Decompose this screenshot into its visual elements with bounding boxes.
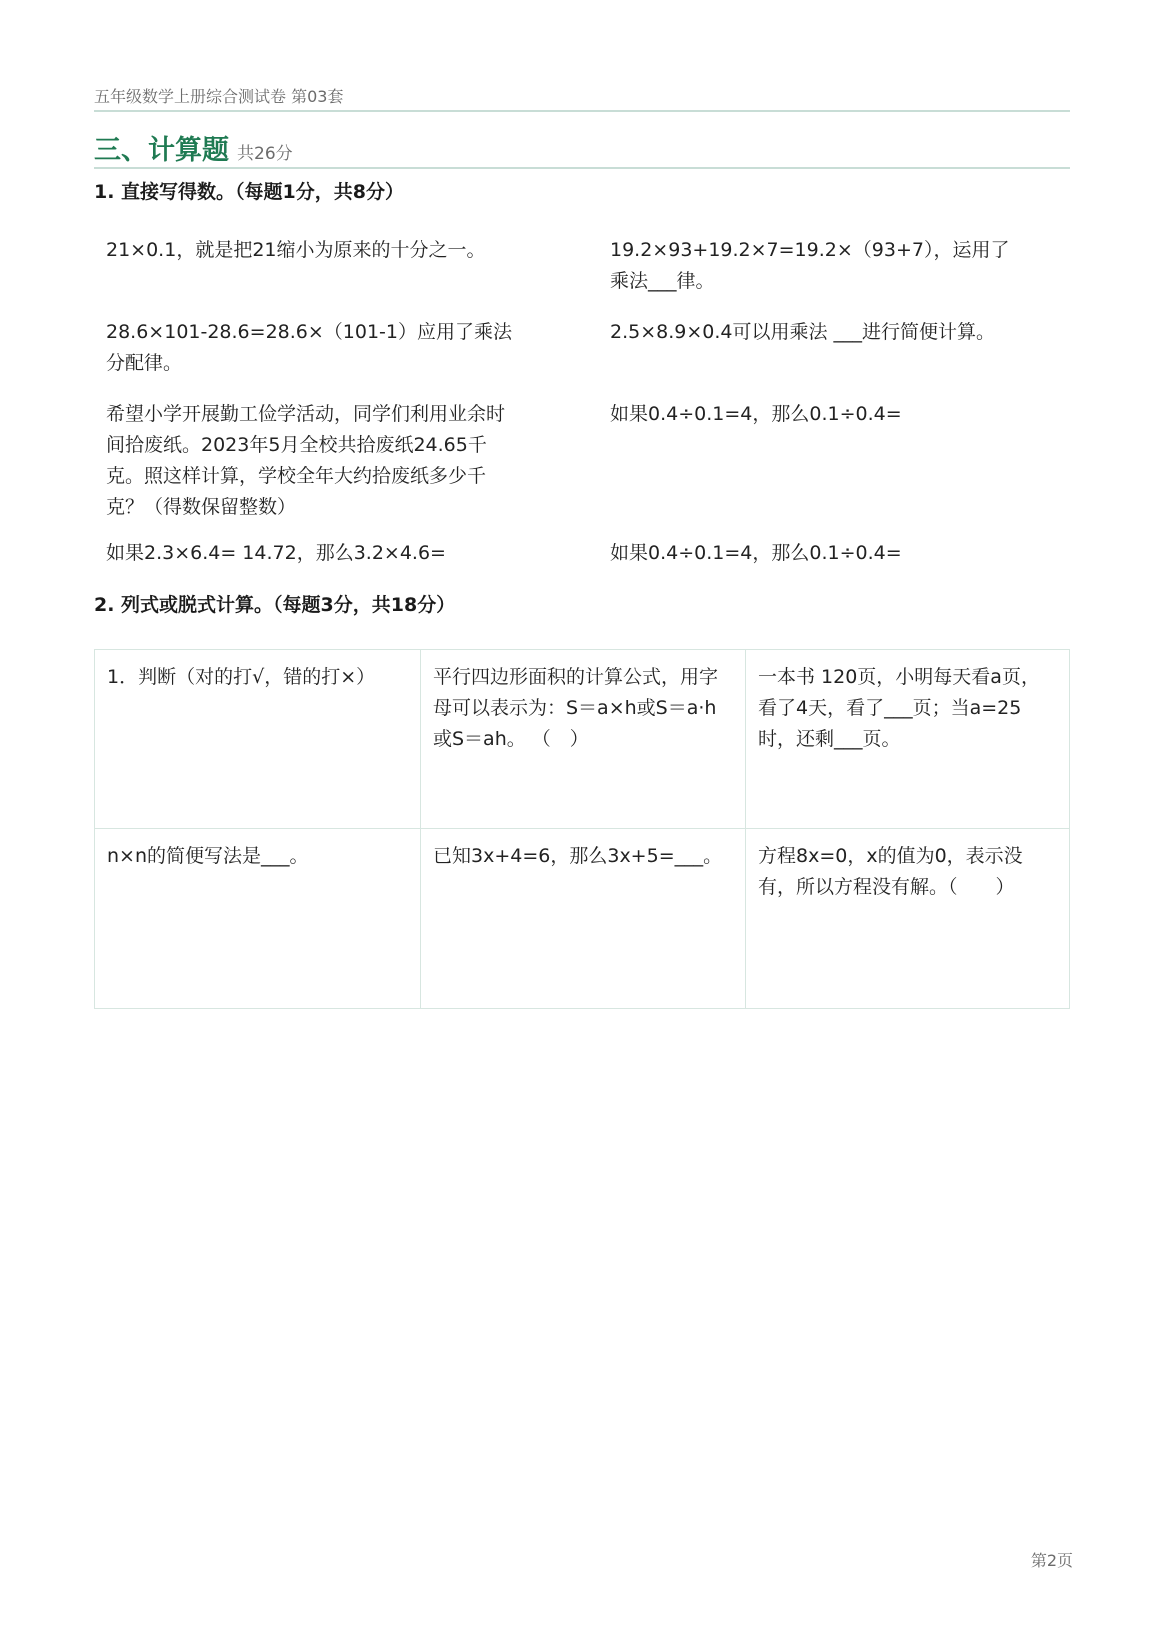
section-title: 三、计算题 [94, 135, 229, 166]
q1-item-8: 如果0.4÷0.1=4，那么0.1÷0.4= [610, 542, 902, 564]
question-2-title: 2. 列式或脱式计算。（每题3分，共18分） [94, 594, 456, 616]
page-number: 第2页 [1030, 1551, 1073, 1570]
q1-item-1: 21×0.1，就是把21缩小为原来的十分之一。 [106, 239, 486, 261]
section-score: 共26分 [237, 144, 293, 164]
q1-item-2: 19.2×93+19.2×7=19.2×（93+7），运用了乘法___律。 [610, 239, 1010, 292]
document-header-title: 五年级数学上册综合测试卷 第03套 [94, 87, 344, 106]
table-cell: 平行四边形面积的计算公式，用字母可以表示为：S＝a×h或S＝a·h或S＝ah。 （ ） [421, 650, 746, 829]
q1-item-7: 如果2.3×6.4= 14.72，那么3.2×4.6= [106, 542, 446, 564]
q1-item-3: 28.6×101-28.6=28.6×（101-1）应用了乘法分配律。 [106, 321, 513, 374]
q1-item-6: 如果0.4÷0.1=4，那么0.1÷0.4= [610, 403, 902, 425]
header-divider [94, 110, 1070, 112]
table-cell: 已知3x+4=6，那么3x+5=___。 [421, 829, 746, 1008]
question-2-table [94, 649, 1070, 1009]
q1-item-4: 2.5×8.9×0.4可以用乘法 ___进行简便计算。 [610, 321, 996, 343]
section-heading [94, 128, 293, 167]
question-1-title: 1. 直接写得数。（每题1分，共8分） [94, 181, 404, 203]
table-cell: 方程8x=0，x的值为0，表示没有，所以方程没有解。（ ） [758, 845, 1023, 898]
table-cell: n×n的简便写法是___。 [95, 829, 421, 1008]
q1-item-5: 希望小学开展勤工俭学活动，同学们利用业余时间拾废纸。2023年5月全校共拾废纸24.65千克。照这样计算，学校全年大约拾废纸多少千克？（得数保留整数） [106, 403, 506, 518]
table-cell: 一本书 120页，小明每天看a页，看了4天，看了___页；当a=25时，还剩___页。 [746, 650, 1069, 829]
section-divider [94, 167, 1070, 169]
table-cell: 1．判断（对的打√，错的打×） [95, 650, 421, 829]
